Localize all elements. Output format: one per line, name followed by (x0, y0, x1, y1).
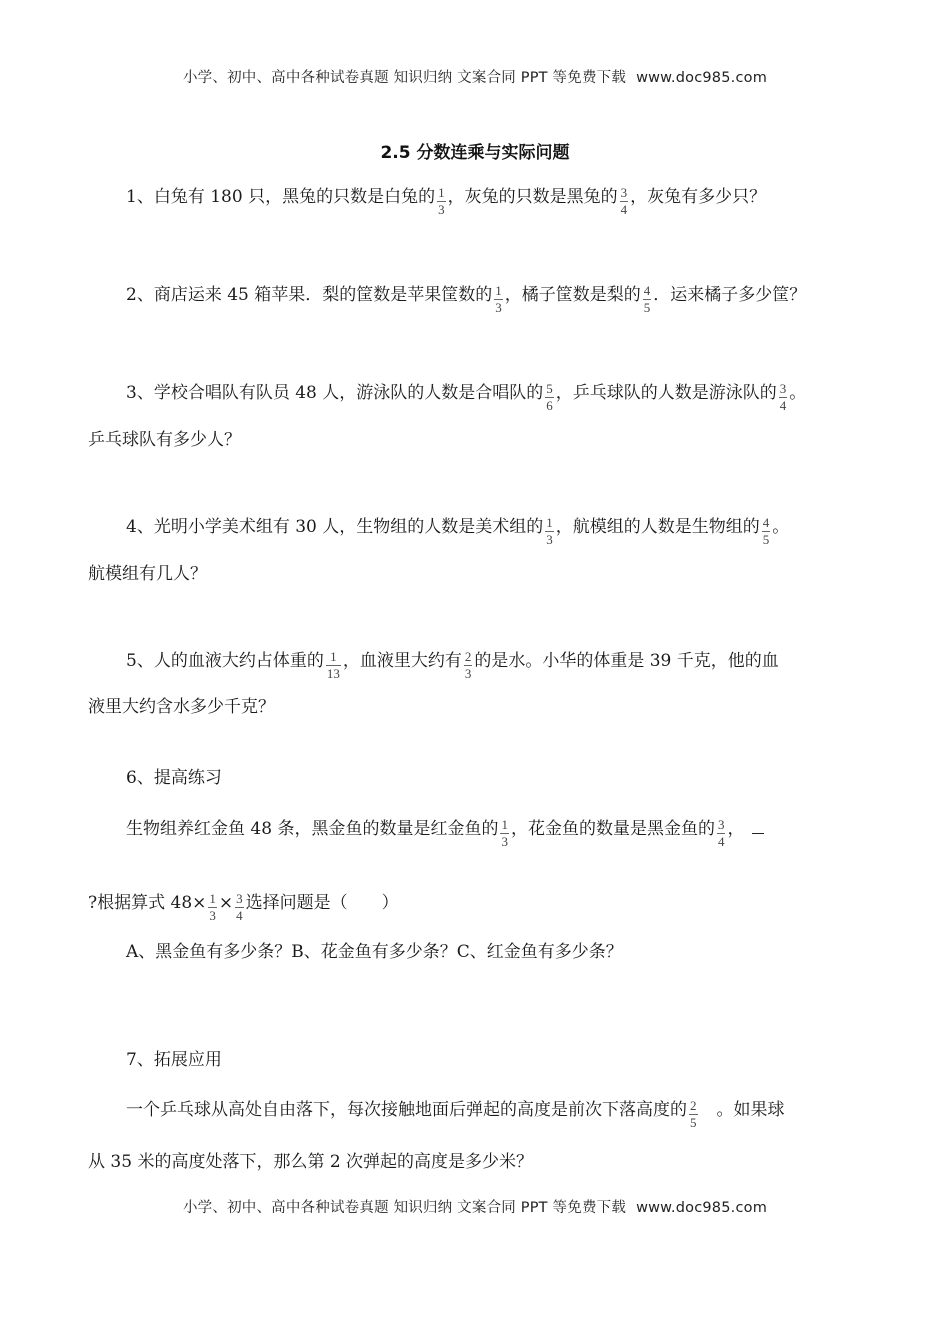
question-7 (126, 1095, 785, 1130)
fraction: $\frac{1}{3}$ (438, 185, 445, 217)
question-7-line-2: 从 35 米的高度处落下，那么第 2 次弹起的高度是多少米？ (88, 1152, 534, 1172)
question-3 (126, 378, 807, 413)
page-footer (0, 1196, 950, 1217)
q6-text-a: 生物组养红金鱼 48 条，黑金鱼的数量是红金鱼的 (126, 819, 499, 839)
q3-text-c: 。 (789, 383, 807, 403)
fraction: $\frac{1}{3}$ (501, 817, 508, 849)
q2-text-b: ，橘子筐数是梨的 (504, 285, 641, 305)
question-6-heading: 6、提高练习 (126, 768, 222, 788)
q5-text-c: 的是水。小华的体重是 39 千克，他的血 (474, 651, 779, 671)
page-header (0, 66, 950, 87)
question-2 (126, 280, 807, 315)
q7-text-a: 一个乒乓球从高处自由落下，每次接触地面后弹起的高度是前次下落高度的 (126, 1100, 687, 1120)
fraction: $\frac{1}{3}$ (546, 515, 553, 547)
header-text: 小学、初中、高中各种试卷真题 知识归纳 文案合同 PPT 等免费下载 (182, 70, 627, 86)
question-6-options: A、黑金鱼有多少条？B、花金鱼有多少条？C、红金鱼有多少条？ (126, 942, 623, 962)
fraction: $\frac{3}{4}$ (620, 185, 628, 217)
question-6 (126, 814, 764, 849)
fraction: $\frac{2}{5}$ (690, 1098, 697, 1130)
q6-formula-c: 选择问题是（ ） (245, 893, 399, 913)
footer-url[interactable]: www.doc985.com (636, 1200, 768, 1216)
q4-text-a: 4、光明小学美术组有 30 人，生物组的人数是美术组的 (126, 517, 544, 537)
q1-text-a: 1、白兔有 180 只，黑兔的只数是白兔的 (126, 187, 436, 207)
q7-text-b: 。如果球 (699, 1100, 785, 1120)
question-3-line-2: 乒乓球队有多少人？ (88, 430, 241, 450)
q6-text-b: ，花金鱼的数量是黑金鱼的 (510, 819, 715, 839)
q3-text-b: ，乒乓球队的人数是游泳队的 (555, 383, 777, 403)
fraction: $\frac{4}{5}$ (762, 515, 770, 547)
question-7-heading: 7、拓展应用 (126, 1050, 222, 1070)
q5-text-a: 5、人的血液大约占体重的 (126, 651, 324, 671)
q6-formula-a: ?根据算式 48× (88, 893, 207, 913)
fraction: $\frac{1}{3}$ (495, 283, 502, 315)
q2-text-a: 2、商店运来 45 箱苹果．梨的筐数是苹果筐数的 (126, 285, 493, 305)
question-5-line-2: 液里大约含水多少千克？ (88, 697, 275, 717)
q2-text-c: ．运来橘子多少筐？ (653, 285, 807, 305)
q1-text-c: ，灰兔有多少只？ (630, 187, 767, 207)
fraction: $\frac{4}{5}$ (643, 283, 651, 315)
q6-text-c: ， (727, 819, 745, 839)
fraction: $\frac{3}{4}$ (779, 381, 787, 413)
q5-text-b: ，血液里大约有 (342, 651, 462, 671)
fraction: $\frac{1}{13}$ (326, 649, 340, 681)
page-title: 2.5 分数连乘与实际问题 (380, 143, 570, 163)
q1-text-b: ，灰兔的只数是黑兔的 (447, 187, 618, 207)
answer-blank (752, 819, 764, 834)
question-6-formula (88, 888, 399, 923)
q3-text-a: 3、学校合唱队有队员 48 人，游泳队的人数是合唱队的 (126, 383, 544, 403)
fraction: $\frac{2}{3}$ (464, 649, 472, 681)
fraction: $\frac{1}{3}$ (209, 891, 216, 923)
question-5 (126, 646, 779, 681)
fraction: $\frac{3}{4}$ (717, 817, 725, 849)
q4-text-c: 。 (772, 517, 790, 537)
question-1 (126, 182, 767, 217)
footer-text: 小学、初中、高中各种试卷真题 知识归纳 文案合同 PPT 等免费下载 (182, 1200, 627, 1216)
q4-text-b: ，航模组的人数是生物组的 (555, 517, 760, 537)
header-url[interactable]: www.doc985.com (636, 70, 768, 86)
question-4 (126, 512, 790, 547)
fraction: $\frac{3}{4}$ (236, 891, 243, 923)
question-4-line-2: 航模组有几人？ (88, 564, 207, 584)
q6-formula-b: × (218, 893, 234, 913)
fraction: $\frac{5}{6}$ (546, 381, 553, 413)
